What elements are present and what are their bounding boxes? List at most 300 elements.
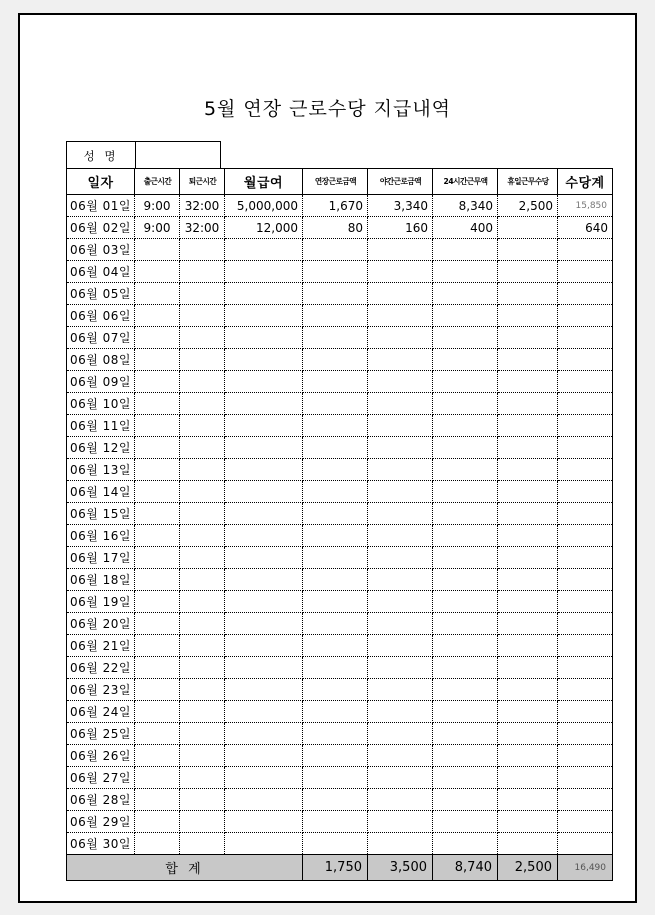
cell-clock-in[interactable] (135, 371, 180, 393)
cell-allowance-total[interactable] (558, 547, 613, 569)
cell-night-pay[interactable] (368, 371, 433, 393)
cell-clock-in[interactable] (135, 525, 180, 547)
cell-monthly-salary[interactable] (225, 833, 303, 855)
cell-clock-in[interactable] (135, 305, 180, 327)
cell-overtime-pay[interactable] (303, 679, 368, 701)
cell-date[interactable]: 06월 21일 (67, 635, 135, 657)
cell-night-pay[interactable] (368, 547, 433, 569)
cell-24h-pay[interactable] (433, 415, 498, 437)
column-header-night-pay: 야간근로금액 (369, 169, 431, 195)
cell-date[interactable]: 06월 23일 (67, 679, 135, 701)
cell-clock-out[interactable] (180, 437, 225, 459)
table-row (67, 195, 613, 217)
table-row (67, 613, 613, 635)
cell-date[interactable]: 06월 27일 (67, 767, 135, 789)
cell-night-pay[interactable] (368, 349, 433, 371)
cell-clock-out[interactable]: 32:00 (180, 217, 225, 239)
cell-clock-in[interactable]: 9:00 (135, 217, 180, 239)
cell-24h-pay[interactable] (433, 261, 498, 283)
cell-date[interactable]: 06월 28일 (67, 789, 135, 811)
cell-night-pay[interactable] (368, 503, 433, 525)
cell-24h-pay[interactable] (433, 393, 498, 415)
cell-clock-out[interactable] (180, 481, 225, 503)
cell-night-pay[interactable]: 160 (368, 217, 433, 239)
cell-overtime-pay[interactable] (303, 613, 368, 635)
cell-allowance-total[interactable] (558, 657, 613, 679)
cell-clock-out[interactable] (180, 745, 225, 767)
cell-holiday-pay[interactable] (498, 635, 558, 657)
cell-night-pay[interactable] (368, 437, 433, 459)
cell-allowance-total[interactable] (558, 305, 613, 327)
cell-holiday-pay[interactable] (498, 327, 558, 349)
cell-overtime-pay[interactable] (303, 635, 368, 657)
cell-night-pay[interactable] (368, 657, 433, 679)
cell-allowance-total[interactable] (558, 371, 613, 393)
cell-allowance-total[interactable] (558, 327, 613, 349)
cell-holiday-pay[interactable] (498, 833, 558, 855)
column-header-overtime-pay: 연장근로금액 (304, 169, 366, 195)
cell-allowance-total[interactable] (558, 745, 613, 767)
cell-24h-pay[interactable]: 400 (433, 217, 498, 239)
cell-holiday-pay[interactable] (498, 503, 558, 525)
cell-clock-in[interactable] (135, 459, 180, 481)
cell-allowance-total[interactable] (558, 239, 613, 261)
table-row (67, 679, 613, 701)
cell-holiday-pay[interactable] (498, 547, 558, 569)
cell-monthly-salary[interactable] (225, 525, 303, 547)
cell-24h-pay[interactable] (433, 349, 498, 371)
cell-night-pay[interactable] (368, 481, 433, 503)
cell-24h-pay[interactable] (433, 745, 498, 767)
cell-date[interactable]: 06월 22일 (67, 657, 135, 679)
cell-night-pay[interactable] (368, 811, 433, 833)
cell-allowance-total[interactable] (558, 349, 613, 371)
cell-holiday-pay[interactable] (498, 437, 558, 459)
cell-night-pay[interactable] (368, 239, 433, 261)
table-row (67, 217, 613, 239)
cell-clock-in[interactable] (135, 283, 180, 305)
cell-monthly-salary[interactable] (225, 327, 303, 349)
cell-overtime-pay[interactable] (303, 371, 368, 393)
cell-date[interactable]: 06월 18일 (67, 569, 135, 591)
cell-clock-out[interactable] (180, 547, 225, 569)
cell-clock-in[interactable] (135, 701, 180, 723)
cell-allowance-total[interactable] (558, 393, 613, 415)
cell-allowance-total[interactable] (558, 459, 613, 481)
table-row (67, 283, 613, 305)
cell-holiday-pay[interactable] (498, 723, 558, 745)
cell-monthly-salary[interactable] (225, 437, 303, 459)
cell-clock-in[interactable] (135, 657, 180, 679)
column-header-24h-pay: 24시간근무액 (434, 169, 496, 195)
cell-date[interactable]: 06월 12일 (67, 437, 135, 459)
cell-overtime-pay[interactable] (303, 283, 368, 305)
cell-night-pay[interactable] (368, 525, 433, 547)
document-page (18, 13, 637, 903)
table-row (67, 591, 613, 613)
cell-night-pay[interactable] (368, 305, 433, 327)
cell-monthly-salary[interactable] (225, 811, 303, 833)
cell-holiday-pay[interactable] (498, 393, 558, 415)
cell-clock-out[interactable] (180, 635, 225, 657)
cell-night-pay[interactable] (368, 701, 433, 723)
cell-monthly-salary[interactable] (225, 591, 303, 613)
cell-date[interactable]: 06월 19일 (67, 591, 135, 613)
cell-overtime-pay[interactable] (303, 481, 368, 503)
table-row (67, 239, 613, 261)
cell-overtime-pay[interactable] (303, 327, 368, 349)
table-row (67, 503, 613, 525)
cell-clock-out[interactable] (180, 393, 225, 415)
cell-allowance-total[interactable] (558, 789, 613, 811)
cell-clock-in[interactable] (135, 723, 180, 745)
cell-clock-in[interactable] (135, 591, 180, 613)
cell-clock-in[interactable] (135, 327, 180, 349)
table-row (67, 481, 613, 503)
cell-overtime-pay[interactable] (303, 723, 368, 745)
cell-overtime-pay[interactable] (303, 569, 368, 591)
cell-holiday-pay[interactable] (498, 415, 558, 437)
cell-24h-pay[interactable] (433, 459, 498, 481)
cell-24h-pay[interactable] (433, 503, 498, 525)
cell-date[interactable]: 06월 29일 (67, 811, 135, 833)
cell-monthly-salary[interactable] (225, 723, 303, 745)
cell-holiday-pay[interactable]: 2,500 (498, 195, 558, 217)
cell-allowance-total[interactable] (558, 525, 613, 547)
column-header-holiday-pay: 휴일근무수당 (499, 169, 556, 195)
employee-name-block (66, 141, 221, 170)
cell-night-pay[interactable] (368, 393, 433, 415)
cell-24h-pay[interactable] (433, 569, 498, 591)
cell-holiday-pay[interactable] (498, 591, 558, 613)
cell-night-pay[interactable] (368, 723, 433, 745)
cell-24h-pay[interactable] (433, 679, 498, 701)
cell-clock-in[interactable] (135, 481, 180, 503)
cell-monthly-salary[interactable]: 12,000 (225, 217, 303, 239)
cell-date[interactable]: 06월 15일 (67, 503, 135, 525)
cell-overtime-pay[interactable] (303, 745, 368, 767)
cell-monthly-salary[interactable] (225, 547, 303, 569)
cell-overtime-pay[interactable] (303, 261, 368, 283)
cell-date[interactable]: 06월 06일 (67, 305, 135, 327)
cell-date[interactable]: 06월 10일 (67, 393, 135, 415)
cell-allowance-total[interactable] (558, 833, 613, 855)
cell-overtime-pay[interactable] (303, 767, 368, 789)
cell-holiday-pay[interactable] (498, 481, 558, 503)
cell-allowance-total[interactable] (558, 569, 613, 591)
cell-clock-out[interactable] (180, 613, 225, 635)
cell-clock-out[interactable] (180, 701, 225, 723)
cell-night-pay[interactable] (368, 591, 433, 613)
cell-24h-pay[interactable] (433, 833, 498, 855)
cell-monthly-salary[interactable] (225, 569, 303, 591)
cell-24h-pay[interactable] (433, 481, 498, 503)
cell-clock-in[interactable] (135, 261, 180, 283)
cell-night-pay[interactable] (368, 635, 433, 657)
cell-night-pay[interactable] (368, 459, 433, 481)
cell-overtime-pay[interactable]: 1,670 (303, 195, 368, 217)
cell-clock-out[interactable] (180, 459, 225, 481)
cell-allowance-total[interactable]: 640 (558, 217, 613, 239)
table-row (67, 393, 613, 415)
cell-allowance-total[interactable] (558, 811, 613, 833)
cell-holiday-pay[interactable] (498, 239, 558, 261)
cell-monthly-salary[interactable] (225, 349, 303, 371)
table-header-row (67, 169, 613, 195)
cell-clock-in[interactable] (135, 613, 180, 635)
cell-date[interactable]: 06월 30일 (67, 833, 135, 855)
cell-clock-out[interactable] (180, 525, 225, 547)
cell-night-pay[interactable] (368, 569, 433, 591)
cell-date[interactable]: 06월 17일 (67, 547, 135, 569)
cell-clock-in[interactable] (135, 745, 180, 767)
cell-date[interactable]: 06월 11일 (67, 415, 135, 437)
cell-clock-in[interactable] (135, 569, 180, 591)
cell-date[interactable]: 06월 09일 (67, 371, 135, 393)
cell-allowance-total[interactable] (558, 261, 613, 283)
cell-night-pay[interactable] (368, 415, 433, 437)
cell-holiday-pay[interactable] (498, 613, 558, 635)
cell-24h-pay[interactable] (433, 239, 498, 261)
cell-clock-out[interactable] (180, 327, 225, 349)
table-row (67, 635, 613, 657)
cell-monthly-salary[interactable] (225, 745, 303, 767)
total-overtime-pay: 1,750 (303, 855, 368, 881)
cell-date[interactable]: 06월 25일 (67, 723, 135, 745)
table-row (67, 305, 613, 327)
cell-24h-pay[interactable] (433, 591, 498, 613)
cell-clock-in[interactable] (135, 349, 180, 371)
cell-monthly-salary[interactable] (225, 503, 303, 525)
table-row (67, 569, 613, 591)
cell-holiday-pay[interactable] (498, 525, 558, 547)
cell-overtime-pay[interactable] (303, 525, 368, 547)
cell-allowance-total[interactable] (558, 481, 613, 503)
cell-date[interactable]: 06월 24일 (67, 701, 135, 723)
cell-overtime-pay[interactable] (303, 591, 368, 613)
cell-holiday-pay[interactable] (498, 459, 558, 481)
cell-clock-in[interactable] (135, 789, 180, 811)
cell-holiday-pay[interactable] (498, 283, 558, 305)
cell-24h-pay[interactable] (433, 789, 498, 811)
cell-overtime-pay[interactable] (303, 305, 368, 327)
cell-holiday-pay[interactable] (498, 657, 558, 679)
table-row (67, 261, 613, 283)
cell-night-pay[interactable] (368, 789, 433, 811)
cell-allowance-total[interactable] (558, 437, 613, 459)
cell-clock-out[interactable] (180, 239, 225, 261)
cell-24h-pay[interactable] (433, 811, 498, 833)
cell-clock-out[interactable] (180, 833, 225, 855)
cell-monthly-salary[interactable] (225, 635, 303, 657)
cell-holiday-pay[interactable] (498, 745, 558, 767)
cell-clock-in[interactable] (135, 503, 180, 525)
cell-date[interactable]: 06월 01일 (67, 195, 135, 217)
cell-allowance-total[interactable] (558, 679, 613, 701)
cell-allowance-total[interactable] (558, 591, 613, 613)
cell-clock-out[interactable] (180, 415, 225, 437)
cell-allowance-total[interactable]: 15,850 (558, 195, 613, 217)
column-header-clock-out: 퇴근시간 (181, 169, 224, 195)
cell-24h-pay[interactable] (433, 723, 498, 745)
cell-24h-pay[interactable] (433, 283, 498, 305)
cell-clock-out[interactable] (180, 789, 225, 811)
table-row (67, 437, 613, 459)
cell-date[interactable]: 06월 26일 (67, 745, 135, 767)
cell-24h-pay[interactable] (433, 305, 498, 327)
cell-clock-out[interactable]: 32:00 (180, 195, 225, 217)
cell-night-pay[interactable] (368, 327, 433, 349)
cell-holiday-pay[interactable] (498, 261, 558, 283)
cell-date[interactable]: 06월 13일 (67, 459, 135, 481)
cell-monthly-salary[interactable] (225, 657, 303, 679)
cell-night-pay[interactable] (368, 833, 433, 855)
cell-holiday-pay[interactable] (498, 349, 558, 371)
cell-overtime-pay[interactable] (303, 657, 368, 679)
cell-24h-pay[interactable] (433, 635, 498, 657)
cell-overtime-pay[interactable] (303, 503, 368, 525)
cell-clock-out[interactable] (180, 657, 225, 679)
cell-clock-in[interactable] (135, 437, 180, 459)
column-header-date: 일자 (67, 169, 135, 195)
cell-monthly-salary[interactable] (225, 261, 303, 283)
table-row (67, 547, 613, 569)
cell-holiday-pay[interactable] (498, 569, 558, 591)
cell-allowance-total[interactable] (558, 767, 613, 789)
cell-clock-in[interactable] (135, 635, 180, 657)
cell-date[interactable]: 06월 02일 (67, 217, 135, 239)
cell-allowance-total[interactable] (558, 613, 613, 635)
cell-allowance-total[interactable] (558, 503, 613, 525)
cell-date[interactable]: 06월 20일 (67, 613, 135, 635)
cell-clock-in[interactable] (135, 767, 180, 789)
cell-holiday-pay[interactable] (498, 811, 558, 833)
cell-monthly-salary[interactable] (225, 459, 303, 481)
cell-night-pay[interactable] (368, 283, 433, 305)
cell-allowance-total[interactable] (558, 723, 613, 745)
cell-holiday-pay[interactable] (498, 305, 558, 327)
cell-monthly-salary[interactable] (225, 701, 303, 723)
cell-clock-out[interactable] (180, 569, 225, 591)
employee-name-field[interactable] (136, 142, 221, 170)
cell-holiday-pay[interactable] (498, 789, 558, 811)
cell-clock-out[interactable] (180, 591, 225, 613)
cell-24h-pay[interactable] (433, 371, 498, 393)
cell-holiday-pay[interactable] (498, 679, 558, 701)
cell-allowance-total[interactable] (558, 701, 613, 723)
cell-overtime-pay[interactable] (303, 349, 368, 371)
cell-clock-in[interactable] (135, 833, 180, 855)
cell-monthly-salary[interactable] (225, 239, 303, 261)
overtime-allowance-table (66, 168, 613, 881)
cell-clock-out[interactable] (180, 767, 225, 789)
cell-monthly-salary[interactable] (225, 415, 303, 437)
cell-24h-pay[interactable] (433, 613, 498, 635)
cell-clock-out[interactable] (180, 371, 225, 393)
cell-overtime-pay[interactable] (303, 547, 368, 569)
cell-allowance-total[interactable] (558, 635, 613, 657)
cell-monthly-salary[interactable] (225, 679, 303, 701)
cell-overtime-pay[interactable] (303, 437, 368, 459)
cell-monthly-salary[interactable] (225, 767, 303, 789)
cell-date[interactable]: 06월 14일 (67, 481, 135, 503)
cell-clock-in[interactable] (135, 415, 180, 437)
cell-clock-in[interactable] (135, 393, 180, 415)
cell-night-pay[interactable] (368, 767, 433, 789)
cell-date[interactable]: 06월 03일 (67, 239, 135, 261)
cell-allowance-total[interactable] (558, 415, 613, 437)
table-row (67, 657, 613, 679)
cell-night-pay[interactable] (368, 745, 433, 767)
cell-date[interactable]: 06월 08일 (67, 349, 135, 371)
cell-overtime-pay[interactable]: 80 (303, 217, 368, 239)
cell-clock-in[interactable] (135, 239, 180, 261)
cell-clock-out[interactable] (180, 261, 225, 283)
cell-clock-in[interactable] (135, 547, 180, 569)
cell-24h-pay[interactable] (433, 327, 498, 349)
cell-24h-pay[interactable] (433, 525, 498, 547)
cell-clock-in[interactable] (135, 811, 180, 833)
cell-monthly-salary[interactable] (225, 305, 303, 327)
cell-monthly-salary[interactable] (225, 393, 303, 415)
cell-date[interactable]: 06월 16일 (67, 525, 135, 547)
cell-overtime-pay[interactable] (303, 833, 368, 855)
cell-date[interactable]: 06월 07일 (67, 327, 135, 349)
cell-24h-pay[interactable] (433, 437, 498, 459)
table-row (67, 811, 613, 833)
cell-24h-pay[interactable] (433, 701, 498, 723)
cell-clock-out[interactable] (180, 811, 225, 833)
cell-date[interactable]: 06월 04일 (67, 261, 135, 283)
cell-clock-out[interactable] (180, 503, 225, 525)
cell-overtime-pay[interactable] (303, 789, 368, 811)
cell-holiday-pay[interactable] (498, 767, 558, 789)
cell-clock-in[interactable] (135, 679, 180, 701)
cell-overtime-pay[interactable] (303, 393, 368, 415)
cell-clock-out[interactable] (180, 679, 225, 701)
cell-clock-in[interactable]: 9:00 (135, 195, 180, 217)
cell-monthly-salary[interactable] (225, 613, 303, 635)
cell-overtime-pay[interactable] (303, 415, 368, 437)
cell-overtime-pay[interactable] (303, 459, 368, 481)
cell-monthly-salary[interactable]: 5,000,000 (225, 195, 303, 217)
cell-clock-out[interactable] (180, 723, 225, 745)
cell-clock-out[interactable] (180, 305, 225, 327)
cell-date[interactable]: 06월 05일 (67, 283, 135, 305)
cell-clock-out[interactable] (180, 283, 225, 305)
cell-overtime-pay[interactable] (303, 239, 368, 261)
cell-monthly-salary[interactable] (225, 371, 303, 393)
cell-24h-pay[interactable] (433, 657, 498, 679)
cell-night-pay[interactable] (368, 261, 433, 283)
cell-monthly-salary[interactable] (225, 283, 303, 305)
cell-night-pay[interactable] (368, 613, 433, 635)
cell-monthly-salary[interactable] (225, 789, 303, 811)
cell-night-pay[interactable] (368, 679, 433, 701)
cell-night-pay[interactable]: 3,340 (368, 195, 433, 217)
cell-holiday-pay[interactable] (498, 701, 558, 723)
cell-24h-pay[interactable] (433, 547, 498, 569)
cell-overtime-pay[interactable] (303, 811, 368, 833)
cell-24h-pay[interactable]: 8,340 (433, 195, 498, 217)
cell-24h-pay[interactable] (433, 767, 498, 789)
cell-clock-out[interactable] (180, 349, 225, 371)
cell-monthly-salary[interactable] (225, 481, 303, 503)
cell-holiday-pay[interactable] (498, 371, 558, 393)
cell-overtime-pay[interactable] (303, 701, 368, 723)
cell-allowance-total[interactable] (558, 283, 613, 305)
cell-holiday-pay[interactable] (498, 217, 558, 239)
